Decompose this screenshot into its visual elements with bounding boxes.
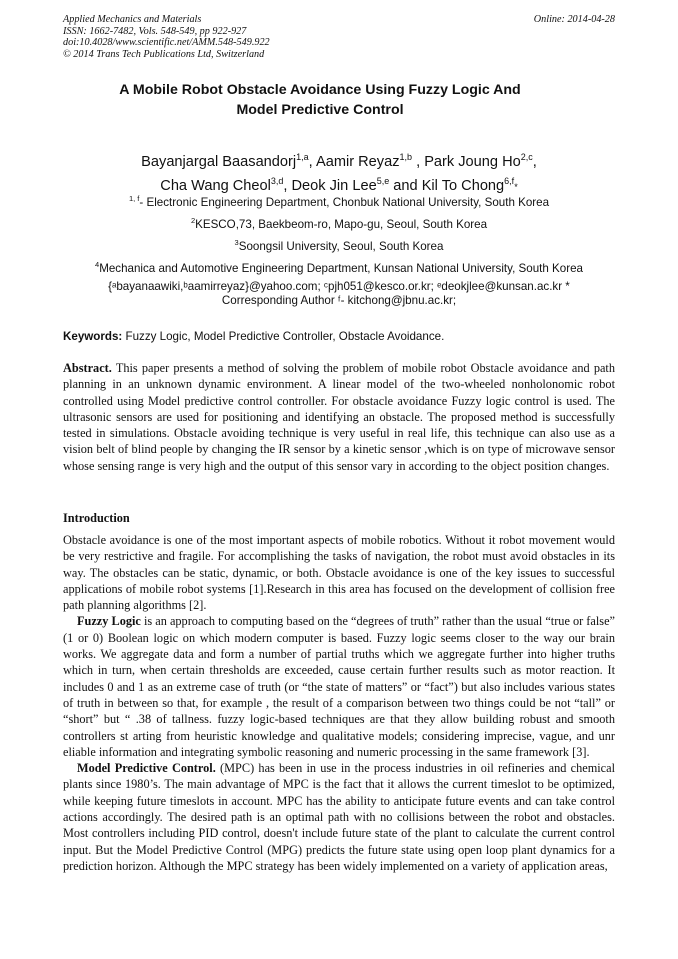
paper-title [60,80,580,120]
affiliation-sup: 1, f [128,194,140,203]
author-sup: 1,b [399,152,413,162]
affiliation-2 [0,214,678,232]
author-sup: 6,f [504,175,515,186]
affiliation-1: $^{1, f}$- Electronic Engineering Department, Chonbuk National University, South Korea [128,194,550,209]
author-sup: 2,c [520,152,533,162]
author-name: Park Joung Ho [424,153,521,170]
author-sup: 1,a [296,152,309,162]
affiliation-sup: 2 [190,216,196,225]
fuzzy-logic-text: is an approach to computing based on the “degrees of truth” rather than the usual “true or false” (1 or 0) Boolean logic on which modern computer is based. Fuzzy logic seems closer to the way our brain works. We aggregate data and form a number of partial truths which we aggregate further into higher truths which in turn, when certain thresholds are exceeded, cause certain further results such as motor reaction. It includes 0 and 1 as an extreme case of truth (or “the state of matters” or “fact”) but also includes various states of truth in between so that, for example , the result of a comparison between two things could be not “tall” or “short” but “ .38 of tallness. fuzzy logic-based techniques are that they allow building robust and smooth controllers st arting from heuristic knowledge and qualitative models; considering imprecise, vague, and unr eliable information and integrating symbolic reasoning and numeric processing in the same framework [3]. [63,614,615,759]
intro-paragraph-2 [63,613,615,760]
author-conjunction: and [393,177,418,194]
journal-header [63,14,615,60]
fuzzy-logic-label: Fuzzy Logic [77,614,141,629]
affiliation-3 [0,236,678,254]
mpc-text: (MPC) has been in use in the process industries in oil refineries and chemical plants since 1980’s. The main advantage of MPC is the fact that it allows the current timeslot to be optimized, while keeping future timeslots in account. MPC has the ability to anticipate future events and can take control actions accordingly. The desired path is an optimal path with no collisions between the robot and obstacles. Most controllers including PID control, doesn't include future state of the plant to calculate the current control input. But the Model Predictive Control (MPG) predicts the future state using open loop plant dynamics for a prediction horizon. Although the MPC strategy has been widely implemented on a variety of application areas, [63,761,616,873]
keywords-label: Keywords: [63,330,123,343]
author-name: Aamir Reyaz [315,153,400,170]
author-name: Kil To Chong [421,177,505,194]
affiliation-sup: 4 [95,260,100,269]
author-name: Bayanjargal Baasandorj [141,153,297,170]
affiliation-text: Electronic Engineering Department, Chonbuk National University, South Korea [146,195,550,209]
corresponding-author: Corresponding Author ᶠ- kitchong@jbnu.ac.kr; [221,294,457,307]
author-name: Cha Wang Cheol [160,177,271,194]
introduction-heading: Introduction [63,511,130,525]
author-line-1: Bayanjargal Baasandorj$^{1,a}$, Aamir Reyaz$^{1,b}$ , Park Joung Ho$^{2,c}$, [141,152,537,170]
author-emails: {ᵃbayanaawiki,ᵇaamirreyaz}@yahoo.com; ᶜpjh051@kesco.or.kr; ᵉdeokjlee@kunsan.ac.kr * [108,280,570,293]
keywords [63,330,615,344]
keywords-text: Fuzzy Logic, Model Predictive Controller, Obstacle Avoidance. [125,330,445,343]
author-sup: 3,d [270,175,284,186]
title-line-2: Model Predictive Control [236,102,404,118]
author-list [0,148,678,197]
abstract-text: This paper presents a method of solving the problem of mobile robot Obstacle avoidance and path planning in an unknown dynamic environment. A linear model of the two-wheeled nonholonomic robot controlled using Model predictive control controller. For obstacle avoidance Fuzzy logic control is used. The ultrasonic sensors are used for positioning and identifying an obstacle. The proposed method is successfully tested in simulations. Obstacle avoiding technique is very useful in real life, this technique can also use as a vision belt of blind people by changing the IR sensor by a kinetic sensor ,which is on type of microwave sensor whose sensing range is very high and the output of this sensor vary in according to the object position changes. [63,361,615,473]
author-sup: 5,e [376,175,390,186]
abstract [63,360,615,474]
journal-name: Applied Mechanics and Materials [63,14,202,25]
copyright-line: © 2014 Trans Tech Publications Ltd, Switzerland [63,48,265,60]
affiliation-text: Mechanica and Automotive Engineering Department, Kunsan National University, South Korea [99,261,583,275]
intro-paragraph-1: Obstacle avoidance is one of the most important aspects of mobile robotics. Without it robot movement would be very restrictive and fragile. For accomplishing the tasks of navigation, the robot must avoid obstacles in its way. The obstacles can be static, dynamic, or both. Obstacle avoidance is one of the key issues to successful applications of mobile robot systems [1].Research in this area has focused on the development of collision free path planning algorithms [2]. [63,533,615,613]
affiliation-4 [0,258,678,276]
author-name: Deok Jin Lee [291,177,377,194]
doi-line: doi:10.4028/www.scientific.net/AMM.548-549.922 [63,37,270,48]
abstract-label: Abstract. [63,361,112,375]
title-line-1: A Mobile Robot Obstacle Avoidance Using Fuzzy Logic And [119,82,521,98]
affiliation-text: Soongsil University, Seoul, South Korea [238,239,444,253]
intro-paragraph-3 [63,760,615,874]
mpc-label: Model Predictive Control. [77,761,216,776]
introduction-body [63,532,615,874]
online-date: Online: 2014-04-28 [533,14,615,25]
issn-line: ISSN: 1662-7482, Vols. 548-549, pp 922-927 [63,25,247,37]
affiliation-sup: 3 [234,238,239,247]
author-line-2: Cha Wang Cheol$^{3,d}$, Deok Jin Lee$^{5,e}$ and Kil To Chong$^{6,f}$* [160,175,518,194]
affiliation-text: KESCO,73, Baekbeom-ro, Mapo-gu, Seoul, South Korea [195,217,488,231]
